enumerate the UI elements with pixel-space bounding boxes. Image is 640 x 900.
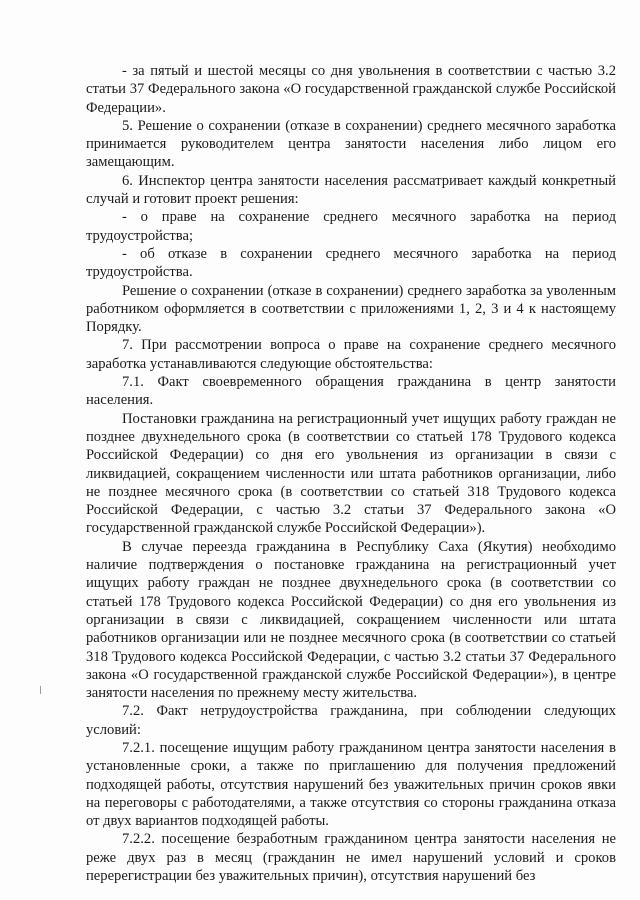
paragraph-item-7-2-2: 7.2.2. посещение безработным гражданином центра занятости населения не реже двух раз в месяц (гражданин не имел нарушений условий и сроков перерегистрации без уважительных причин), отсутствия нарушений без (86, 831, 616, 885)
paragraph-registration-deadline: Постановки гражданина на регистрационный учет ищущих работу граждан не позднее двухнедельного срока (в соответствии со статьей 178 Трудового кодекса Российской Федерации) со дня его увольнения из организации в связи с ликвидацией, сокращением численности или штата работников организации, либо не позднее месячного срока (в соответствии со статьей 318 Трудового кодекса Российской Федерации, с частью 3.2 статьи 37 Федерального закона «О государственной гражданской службе Российской Федерации»). (86, 410, 616, 537)
scan-artifact-mark (40, 686, 41, 694)
paragraph-item-6-option-refusal: - об отказе в сохранении среднего месячного заработка на период трудоустройства. (86, 245, 616, 281)
paragraph-item-7: 7. При рассмотрении вопроса о праве на сохранение среднего месячного заработка устанавливаются следующие обстоятельства: (86, 337, 616, 372)
paragraph-item-6: 6. Инспектор центра занятости населения рассматривает каждый конкретный случай и готовит проект решения: (86, 172, 616, 208)
paragraph-5th-6th-months: - за пятый и шестой месяцы со дня увольнения в соответствии с частью 3.2 статьи 37 Федерального закона «О государственной гражданской службе Российской Федерации». (86, 63, 616, 116)
paragraph-item-6-option-right: - о праве на сохранение среднего месячного заработка на период трудоустройства; (86, 209, 616, 244)
paragraph-relocation-yakutia: В случае переезда гражданина в Республику Саха (Якутия) необходимо наличие подтверждения о постановке гражданина на регистрационный учет ищущих работу граждан не позднее двухнедельного срока (в соответствии со статьей 178 Трудового кодекса Российской Федерации) со дня его увольнения из организации в связи с ликвидацией, сокращением численности или штата работников организации или не позднее месячного срока (в соответствии со статьей 318 Трудового кодекса Российской Федерации, с частью 3.2 статьи 37 Федерального закона «О государственной гражданской службе Российской Федерации»), в центре занятости населения по прежнему месту жительства. (86, 538, 616, 702)
paragraph-item-7-2-1: 7.2.1. посещение ищущим работу гражданином центра занятости населения в установленные сроки, а также по приглашению для получения предложений подходящей работы, отсутствия нарушений без уважительных причин сроков явки на переговоры с работодателями, а также отсутствия со стороны гражданина отказа от двух вариантов подходящей работы. (86, 739, 616, 830)
paragraph-decision-appendices: Решение о сохранении (отказе в сохранении) среднего заработка за уволенным работником оформляется в соответствии с приложениями 1, 2, 3 и 4 к настоящему Порядку. (86, 282, 616, 336)
paragraph-item-7-2: 7.2. Факт нетрудоустройства гражданина, при соблюдении следующих условий: (86, 703, 616, 738)
paragraph-item-7-1: 7.1. Факт своевременного обращения гражданина в центр занятости населения. (86, 374, 616, 409)
paragraph-item-5: 5. Решение о сохранении (отказе в сохранении) среднего месячного заработка принимается руководителем центра занятости населения либо лицом его замещающим. (86, 117, 616, 171)
